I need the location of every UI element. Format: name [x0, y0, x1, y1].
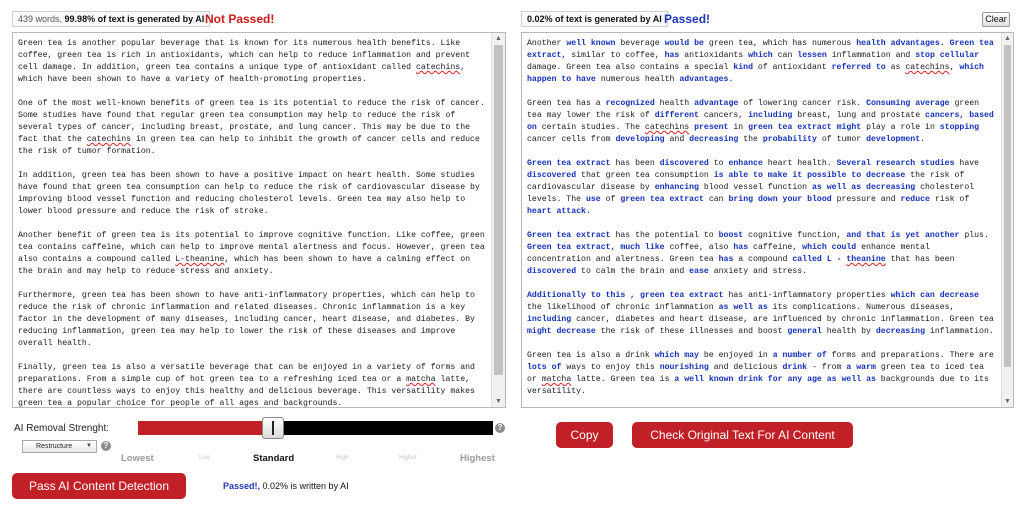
text-segment: the risk of cardiovascular disease by	[527, 171, 965, 192]
text-segment: in	[728, 123, 749, 132]
text-segment: green tea, which has numerous	[703, 39, 857, 48]
rewritten-phrase: has	[664, 51, 680, 60]
rewritten-phrase: enhance	[728, 159, 763, 168]
spellcheck-word: catechins	[86, 135, 132, 144]
rewritten-phrase: kind	[733, 63, 754, 72]
rewritten-phrase: referred to	[831, 63, 886, 72]
text-segment: , which have been shown to have a variety of health-promoting properties.	[18, 63, 466, 84]
rewritten-phrase: well known	[566, 39, 616, 48]
rewritten-phrase: including	[527, 315, 572, 324]
rewritten-phrase: which may	[654, 351, 699, 360]
text-segment: has anti-inflammatory properties	[723, 291, 891, 300]
text-segment: Furthermore, green tea has been shown to have anti-inflammatory properties, which can help to reduce the risk of chronic inflammation and related diseases. Chronic inflammation is a key factor in the development of many diseases, including cancer, heart disease, and diabetes. By reducing inflammation, green tea may help to lower the risk of these diseases and improve overall health.	[18, 291, 475, 348]
right-paragraph	[527, 290, 997, 338]
text-segment: Green tea has a	[527, 99, 606, 108]
text-segment: of antioxidant	[753, 63, 832, 72]
text-segment: to	[708, 159, 729, 168]
original-text-panel[interactable]	[12, 32, 506, 408]
text-segment: green tea to iced tea or	[527, 363, 984, 384]
rewritten-phrase: which could	[802, 243, 857, 252]
rewritten-phrase: Green tea extract	[527, 231, 611, 240]
rewritten-phrase: different	[654, 111, 699, 120]
text-segment: beverage	[615, 39, 665, 48]
text-segment: cognitive function,	[743, 231, 847, 240]
level-lowest[interactable]: Lowest	[121, 453, 154, 464]
right-paragraph	[527, 230, 997, 278]
rewritten-phrase: present	[694, 123, 729, 132]
text-segment: risk of	[929, 195, 970, 204]
text-segment: has been	[610, 159, 660, 168]
word-count: 439 words,	[18, 14, 63, 24]
left-paragraph	[18, 38, 487, 86]
scroll-up-icon[interactable]: ▲	[1004, 35, 1011, 42]
ai-removal-strength-label: AI Removal Strenght:	[14, 423, 110, 434]
rewritten-phrase: stopping	[939, 123, 980, 132]
text-segment: green tea may lower the risk of	[527, 99, 980, 120]
right-ai-percent: 0.02% of text is generated by AI	[527, 14, 662, 24]
rewritten-phrase: which can decrease	[890, 291, 980, 300]
rewritten-phrase: developing	[615, 135, 665, 144]
text-segment: plus.	[959, 231, 989, 240]
left-paragraph	[18, 170, 487, 218]
text-segment: ways to enjoy this	[561, 363, 660, 372]
rewritten-phrase: green tea extract	[620, 195, 704, 204]
level-low[interactable]: Low	[199, 455, 211, 461]
rewritten-phrase: a number of	[772, 351, 827, 360]
rewritten-phrase: reduce	[900, 195, 930, 204]
text-segment: can	[703, 195, 729, 204]
spellcheck-word: matcha	[541, 375, 572, 384]
text-segment: inflammation.	[925, 327, 994, 336]
rewritten-phrase: is able to make it possible to decrease	[713, 171, 906, 180]
text-segment: play a role in	[861, 123, 940, 132]
rewritten-phrase: cancers, based on	[527, 111, 994, 132]
strength-help-icon[interactable]: ?	[495, 423, 505, 433]
rewritten-phrase: development.	[866, 135, 926, 144]
strength-slider[interactable]	[138, 421, 493, 435]
result-summary	[223, 481, 349, 491]
text-segment: of lowering cancer risk.	[738, 99, 867, 108]
left-paragraph	[18, 362, 487, 407]
rewritten-phrase: Consuming average	[866, 99, 950, 108]
spellcheck-word: catechins	[415, 63, 461, 72]
text-segment: damage. Green tea also contains a special	[527, 63, 734, 72]
scroll-down-icon[interactable]: ▼	[495, 398, 502, 405]
text-segment: Green tea is another popular beverage that is known for its numerous health benefits. Like coffee, green tea is rich in antioxidants, which can help to reduce inflammation and prevent cell damage. In addition, green tea contains a unique type of antioxidant called	[18, 39, 471, 72]
mode-select-value: Restructure	[36, 443, 73, 450]
rewritten-phrase: drink	[782, 363, 808, 372]
spellcheck-word: L-theanine	[175, 255, 225, 264]
rewritten-phrase: Green tea extract	[527, 159, 611, 168]
text-segment: cholesterol levels. The	[527, 183, 975, 204]
rewritten-phrase: discovered	[527, 171, 577, 180]
rewritten-phrase: as well as decreasing	[812, 183, 916, 192]
rewritten-phrase: ease	[689, 267, 709, 276]
rewritten-phrase: decreasing	[875, 327, 926, 336]
rewritten-phrase: advantage	[694, 99, 739, 108]
text-segment: has the potential to	[610, 231, 719, 240]
right-paragraph	[527, 38, 997, 86]
text-segment: pressure and	[831, 195, 901, 204]
spellcheck-word: matcha	[406, 375, 436, 384]
text-segment: in green tea can help to inhibit the growth of cancer cells and reduce the risk of tumor formation.	[18, 135, 480, 156]
level-standard[interactable]: Standard	[253, 453, 295, 464]
level-highest[interactable]: Highest	[460, 453, 495, 464]
rewritten-phrase: Additionally to this ,	[527, 291, 636, 300]
result-detail: 0.02% is written by AI	[260, 481, 349, 491]
text-segment: latte, there are countless ways to enjoy this healthy and delicious beverage. This versatility makes green tea a popular choice for people of all ages and backgrounds.	[18, 375, 475, 407]
spellcheck-word: catechins	[644, 123, 690, 132]
text-segment: , which has been shown to have a calming effect on the brain and may help to reduce stress and anxiety.	[18, 255, 471, 276]
text-segment: the likelihood of chronic inflammation	[527, 303, 719, 312]
rewritten-phrase: nourishing	[659, 363, 709, 372]
chevron-down-icon: ▼	[86, 443, 92, 449]
word-count-badge	[12, 11, 210, 27]
text-segment: blood vessel function	[698, 183, 812, 192]
text-segment: the	[738, 135, 763, 144]
text-segment: health by	[821, 327, 876, 336]
rewritten-phrase: which	[748, 51, 773, 60]
rewritten-phrase: discovered	[527, 267, 577, 276]
scroll-up-icon[interactable]: ▲	[495, 35, 502, 42]
left-paragraph	[18, 98, 487, 158]
text-segment: have	[954, 159, 980, 168]
strength-slider-fill	[138, 421, 273, 435]
rewritten-phrase: green tea extract	[640, 291, 724, 300]
text-segment: Another benefit of green tea is its potential to improve cognitive function. Like coffee, green tea contains caffeine, which can help to improve mental alertness and focus. However, green tea also contains a compound called	[18, 231, 485, 264]
text-segment: the risk of these illnesses and boost	[595, 327, 788, 336]
left-paragraph	[18, 290, 487, 350]
rewritten-phrase: decreasing	[689, 135, 739, 144]
text-segment: and	[664, 135, 690, 144]
text-segment: to calm the brain and	[576, 267, 690, 276]
rewritten-phrase: lots of	[527, 363, 562, 372]
scroll-thumb[interactable]	[494, 45, 503, 375]
text-segment: a compound	[733, 255, 793, 264]
text-segment: heart health.	[762, 159, 837, 168]
rewritten-phrase: health advantages.	[856, 39, 945, 48]
rewritten-phrase: use	[585, 195, 601, 204]
pass-ai-detection-button[interactable]: Pass AI Content Detection	[12, 473, 186, 499]
rewritten-phrase: would be	[664, 39, 704, 48]
scroll-thumb[interactable]	[1004, 45, 1011, 367]
rewritten-phrase: green tea extract might	[748, 123, 862, 132]
text-segment: can	[772, 51, 798, 60]
rewritten-phrase: general	[787, 327, 822, 336]
rewritten-phrase: Green tea extract, much like	[527, 243, 665, 252]
text-segment: forms and preparations. There are	[826, 351, 994, 360]
rewritten-phrase: lessen	[797, 51, 827, 60]
text-segment: Green tea is also a drink	[527, 351, 655, 360]
rewritten-phrase: enhancing	[654, 183, 699, 192]
text-segment: backgrounds due to its versatility.	[527, 375, 989, 396]
text-segment: inflammation and	[826, 51, 916, 60]
text-segment: cancer cells from	[527, 135, 616, 144]
result-passed: Passed!,	[223, 481, 261, 491]
mode-select[interactable]	[22, 440, 97, 453]
text-segment: as	[885, 63, 906, 72]
text-segment: cancer, diabetes and heart disease, are influenced by chronic inflammation. Green tea	[571, 315, 994, 324]
text-segment: similar to coffee,	[566, 51, 665, 60]
text-segment: antioxidants	[679, 51, 749, 60]
rewritten-phrase: heart attack.	[527, 207, 591, 216]
level-higher[interactable]: Higher	[399, 455, 417, 461]
rewritten-phrase: boost	[718, 231, 744, 240]
clear-button[interactable]: Clear	[982, 12, 1010, 27]
text-segment: coffee, also	[664, 243, 734, 252]
rewritten-phrase: stop cellular	[915, 51, 980, 60]
strength-slider-thumb[interactable]	[262, 417, 284, 439]
rewritten-phrase: which happen to have	[527, 63, 984, 84]
right-paragraph	[527, 158, 997, 218]
right-status: Passed!	[664, 12, 711, 26]
text-segment: certain studies. The	[536, 123, 645, 132]
check-original-button[interactable]: Check Original Text For AI Content	[632, 422, 853, 448]
spellcheck-word: catechins	[905, 63, 950, 72]
rewritten-phrase: has	[718, 255, 734, 264]
text-segment: Finally, green tea is also a versatile beverage that can be enjoyed in a variety of forms and preparations. From a simple cup of hot green tea to a refreshing iced tea or a	[18, 363, 475, 384]
text-segment: anxiety and stress.	[708, 267, 808, 276]
text-segment: enhance mental concentration and alertness. Green tea	[527, 243, 930, 264]
original-text-area[interactable]	[13, 33, 491, 407]
mode-help-icon[interactable]: ?	[101, 441, 111, 451]
text-segment: that green tea consumption	[576, 171, 714, 180]
text-segment: cancers,	[698, 111, 749, 120]
text-segment: In addition, green tea has been shown to have a positive impact on heart health. Some studies have found that green tea consumption can help to reduce the risk of cardiovascular disease by improving blood vessel function and reducing cholesterol levels. Green tea may also help to lower blood pressure and reduce the risk of stroke.	[18, 171, 480, 216]
text-segment: numerous health	[595, 75, 680, 84]
rewritten-phrase: probability	[762, 135, 817, 144]
rewritten-phrase: called L -	[792, 255, 847, 264]
rewritten-phrase: Several research studies	[836, 159, 955, 168]
text-segment: of	[600, 195, 621, 204]
level-high[interactable]: High	[336, 455, 349, 461]
copy-button[interactable]: Copy	[556, 422, 613, 448]
left-ai-percent: 99.98% of text is generated by AI	[64, 14, 205, 24]
original-text-scrollbar[interactable]	[491, 33, 505, 407]
rewritten-phrase: bring down your blood	[728, 195, 832, 204]
text-segment: of tumor	[816, 135, 867, 144]
text-segment: health	[654, 99, 695, 108]
humanized-text-scrollbar[interactable]	[1001, 33, 1013, 407]
left-paragraph	[18, 230, 487, 278]
text-segment: breast, lung and prostate	[792, 111, 926, 120]
right-paragraph	[527, 98, 997, 146]
left-status: Not Passed!	[205, 12, 275, 26]
scroll-down-icon[interactable]: ▼	[1004, 398, 1011, 405]
text-segment: - from	[807, 363, 847, 372]
rewritten-phrase: including	[748, 111, 793, 120]
humanized-text-area[interactable]	[522, 33, 1001, 407]
right-paragraph	[527, 350, 997, 398]
rewritten-phrase: might decrease	[527, 327, 596, 336]
text-segment: caffeine,	[748, 243, 803, 252]
text-segment: be enjoyed in	[698, 351, 773, 360]
rewritten-phrase: theanine	[846, 255, 886, 264]
rewritten-phrase: has	[733, 243, 749, 252]
rewritten-phrase: as well as	[718, 303, 768, 312]
right-ai-badge	[521, 11, 668, 27]
text-segment: One of the most well-known benefits of green tea is its potential to reduce the risk of cancer. Some studies have found that regular green tea consumption may help to reduce the risk of several types of cancer, including breast, prostate, and lung cancer. This may be due to the fact that the	[18, 99, 485, 144]
text-segment: Another	[527, 39, 567, 48]
text-segment: its complications. Numerous diseases,	[767, 303, 955, 312]
rewritten-phrase: a well known drink	[674, 375, 763, 384]
humanized-text-panel[interactable]	[521, 32, 1014, 408]
text-segment: ,	[949, 63, 960, 72]
rewritten-phrase: recognized	[605, 99, 655, 108]
text-segment: latte. Green tea is	[571, 375, 675, 384]
rewritten-phrase: Green tea extract,	[527, 39, 994, 60]
text-segment: and delicious	[708, 363, 783, 372]
rewritten-phrase: a warm	[846, 363, 876, 372]
rewritten-phrase: and that is yet another	[846, 231, 960, 240]
rewritten-phrase: advantages.	[679, 75, 734, 84]
text-segment: that has been	[885, 255, 955, 264]
rewritten-phrase: for any age as well as	[767, 375, 876, 384]
rewritten-phrase: discovered	[659, 159, 709, 168]
